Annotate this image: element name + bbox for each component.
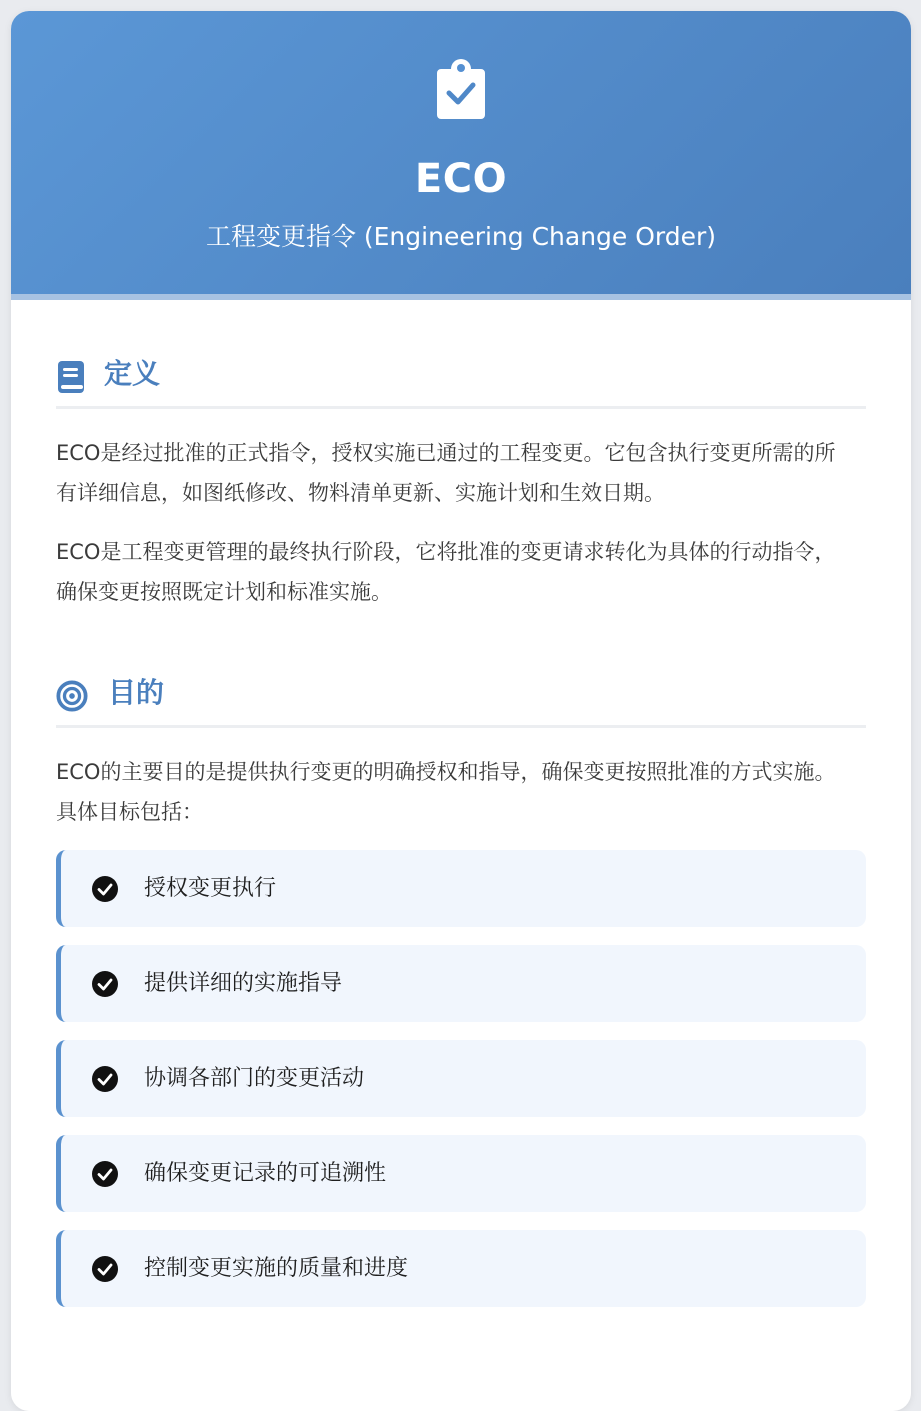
goal-label: 确保变更记录的可追溯性 bbox=[144, 1161, 387, 1186]
page-title: ECO bbox=[414, 156, 508, 202]
target-icon bbox=[56, 679, 88, 713]
check-circle-icon bbox=[91, 875, 119, 903]
book-icon bbox=[56, 360, 88, 394]
list-item bbox=[56, 850, 866, 927]
clipboard-check-icon bbox=[437, 55, 485, 119]
definition-title: 定义 bbox=[104, 357, 161, 390]
list-item bbox=[56, 1230, 866, 1307]
eco-card bbox=[11, 11, 911, 1411]
page-subtitle: 工程变更指令 (Engineering Change Order) bbox=[205, 222, 717, 251]
goal-label: 控制变更实施的质量和进度 bbox=[144, 1256, 409, 1281]
definition-paragraph-1: ECO是经过批准的正式指令，授权实施已通过的工程变更。它包含执行变更所需的所有详细信息，如图纸修改、物料清单更新、实施计划和生效日期。 bbox=[56, 441, 836, 505]
goal-label: 提供详细的实施指导 bbox=[144, 971, 343, 996]
check-circle-icon bbox=[91, 1255, 119, 1283]
check-circle-icon bbox=[91, 970, 119, 998]
definition-paragraph-2: ECO是工程变更管理的最终执行阶段，它将批准的变更请求转化为具体的行动指令，确保变更按照既定计划和标准实施。 bbox=[56, 540, 836, 604]
purpose-title: 目的 bbox=[108, 676, 165, 709]
check-circle-icon bbox=[91, 1065, 119, 1093]
definition-section-header bbox=[56, 344, 866, 409]
check-circle-icon bbox=[91, 1160, 119, 1188]
purpose-intro: ECO的主要目的是提供执行变更的明确授权和指导，确保变更按照批准的方式实施。具体目标包括： bbox=[56, 760, 836, 824]
goal-label: 授权变更执行 bbox=[144, 876, 277, 901]
purpose-section-header bbox=[56, 663, 866, 728]
goal-label: 协调各部门的变更活动 bbox=[144, 1066, 365, 1091]
list-item bbox=[56, 945, 866, 1022]
list-item bbox=[56, 1040, 866, 1117]
list-item bbox=[56, 1135, 866, 1212]
header-banner bbox=[11, 11, 911, 300]
